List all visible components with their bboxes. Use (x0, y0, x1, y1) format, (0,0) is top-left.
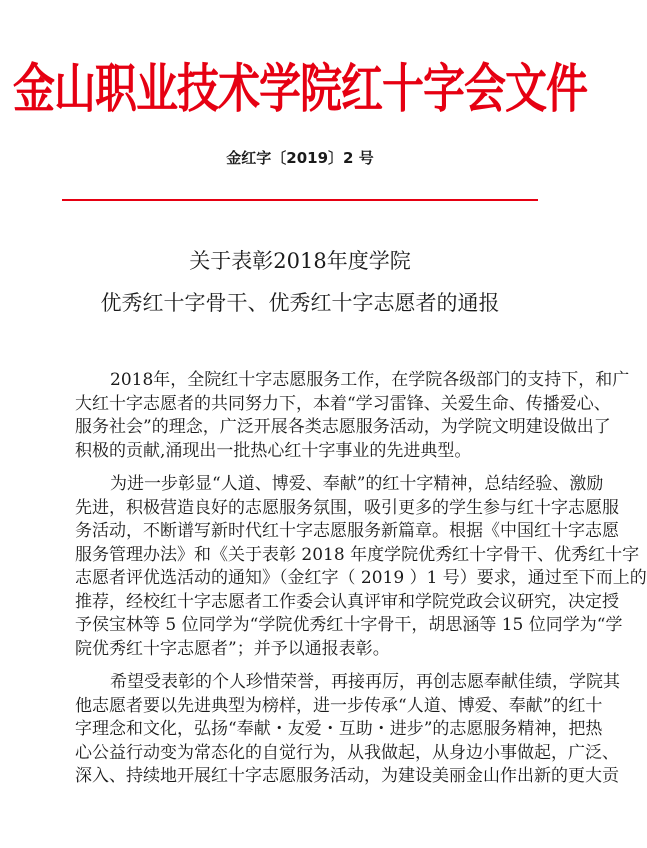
paragraph-line: 2018年，全院红十字志愿服务工作，在学院各级部门的支持下，和广 (110, 370, 630, 390)
paragraph-line: 院优秀红十字志愿者”；并予以通报表彰。 (75, 638, 390, 659)
red-divider (62, 199, 538, 201)
paragraph-line: 予侯宝林等 5 位同学为“学院优秀红十字骨干，胡思涵等 15 位同学为“学 (75, 615, 623, 635)
paragraph-line: 他志愿者要以先进典型为榜样，进一步传承“人道、博爱、奉献”的红十 (75, 695, 603, 716)
paragraph-line: 志愿者评优选活动的通知》（金红字（ 2019 ）1 号）要求，通过至下而上的 (75, 568, 647, 588)
paragraph-line: 务活动，不断谱写新时代红十字志愿服务新篇章。根据《中国红十字志愿 (75, 521, 619, 541)
paragraph-line: 深入、持续地开展红十字志愿服务活动，为建设美丽金山作出新的更大贡 (75, 766, 619, 786)
paragraph (75, 671, 620, 789)
paragraph-line: 积极的贡献,涌现出一批热心红十字事业的先进典型。 (75, 440, 472, 461)
paragraph (75, 369, 630, 463)
document-body (75, 369, 647, 799)
document-title-line-2: 优秀红十字骨干、优秀红十字志愿者的通报 (100, 291, 500, 315)
paragraph (75, 473, 647, 661)
paragraph-line: 希望受表彰的个人珍惜荣誉，再接再厉，再创志愿奉献佳绩，学院其 (110, 672, 620, 692)
paragraph-line: 服务管理办法》和《关于表彰 2018 年度学院优秀红十字骨干、优秀红十字 (75, 544, 640, 565)
paragraph-line: 字理念和文化，弘扬“奉献・友爱・互助・进步”的志愿服务精神，把热 (75, 719, 603, 739)
issuing-organization-header: 金山职业技术学院红十字会文件 (12, 57, 587, 119)
paragraph-line: 服务社会”的理念，广泛开展各类志愿服务活动，为学院文明建设做出了 (75, 417, 611, 437)
document-title-line-1: 关于表彰2018年度学院 (189, 249, 411, 273)
document-number: 金红字〔2019〕2 号 (226, 149, 374, 167)
paragraph-line: 为进一步彰显“人道、博爱、奉献”的红十字精神，总结经验、激励 (110, 474, 604, 494)
paragraph-line: 先进，积极营造良好的志愿服务氛围，吸引更多的学生参与红十字志愿服 (75, 497, 619, 518)
paragraph-line: 心公益行动变为常态化的自觉行为，从我做起，从身边小事做起，广泛、 (75, 742, 619, 763)
paragraph-line: 大红十字志愿者的共同努力下，本着“学习雷锋、关爱生命、传播爱心、 (75, 393, 611, 414)
paragraph-line: 推荐，经校红十字志愿者工作委会认真评审和学院党政会议研究，决定授 (75, 591, 619, 612)
